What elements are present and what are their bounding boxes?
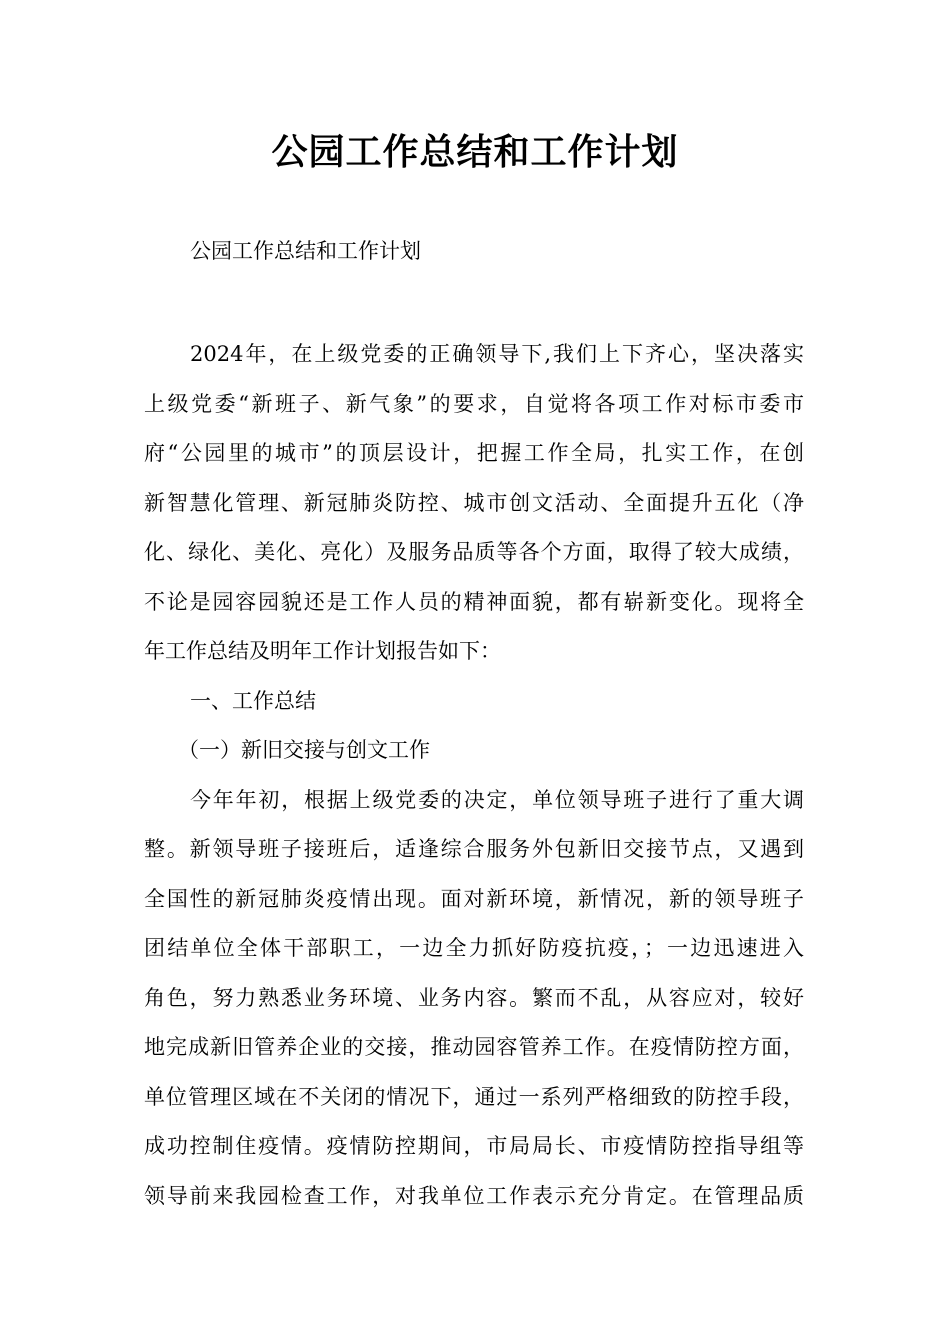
document-line: 单位管理区域在不关闭的情况下，通过一系列严格细致的防控手段， — [144, 1084, 804, 1109]
document-line: 今年年初，根据上级党委的决定，单位领导班子进行了重大调 — [190, 787, 804, 812]
document-line: 整。新领导班子接班后，适逢综合服务外包新旧交接节点，又遇到 — [144, 837, 804, 861]
document-line: 2024年，在上级党委的正确领导下,我们上下齐心，坚决落实 — [190, 342, 804, 366]
document-line: 角色，努力熟悉业务环境、业务内容。繁而不乱，从容应对，较好 — [144, 985, 804, 1010]
document-line: 成功控制住疫情。疫情防控期间，市局局长、市疫情防控指导组等 — [144, 1134, 804, 1158]
document-title: 公园工作总结和工作计划 — [271, 132, 679, 173]
document-line: 全国性的新冠肺炎疫情出现。面对新环境，新情况，新的领导班子 — [144, 886, 804, 911]
document-line: 一、工作总结 — [190, 688, 316, 713]
document-line: 领导前来我园检查工作，对我单位工作表示充分肯定。在管理品质 — [144, 1183, 804, 1208]
document-subtitle: 公园工作总结和工作计划 — [190, 239, 421, 263]
document-line: 地完成新旧管养企业的交接，推动园容管养工作。在疫情防控方面， — [144, 1035, 804, 1059]
document-line: 团结单位全体干部职工，一边全力抓好防疫抗疫，；一边迅速进入 — [144, 936, 804, 960]
document-line: 不论是园容园貌还是工作人员的精神面貌，都有崭新变化。现将全 — [144, 589, 804, 614]
document-line: 新智慧化管理、新冠肺炎防控、城市创文活动、全面提升五化（净 — [144, 490, 804, 515]
document-line: 府“公园里的城市”的顶层设计，把握工作全局，扎实工作，在创 — [144, 441, 804, 465]
document-body — [144, 336, 844, 1227]
document-line: 上级党委“新班子、新气象”的要求，自觉将各项工作对标市委市 — [144, 391, 804, 416]
document-line: 年工作总结及明年工作计划报告如下： — [144, 639, 501, 663]
document-line: 化、绿化、美化、亮化）及服务品质等各个方面，取得了较大成绩， — [144, 540, 804, 564]
document-line: （一）新旧交接与创文工作 — [178, 738, 430, 762]
